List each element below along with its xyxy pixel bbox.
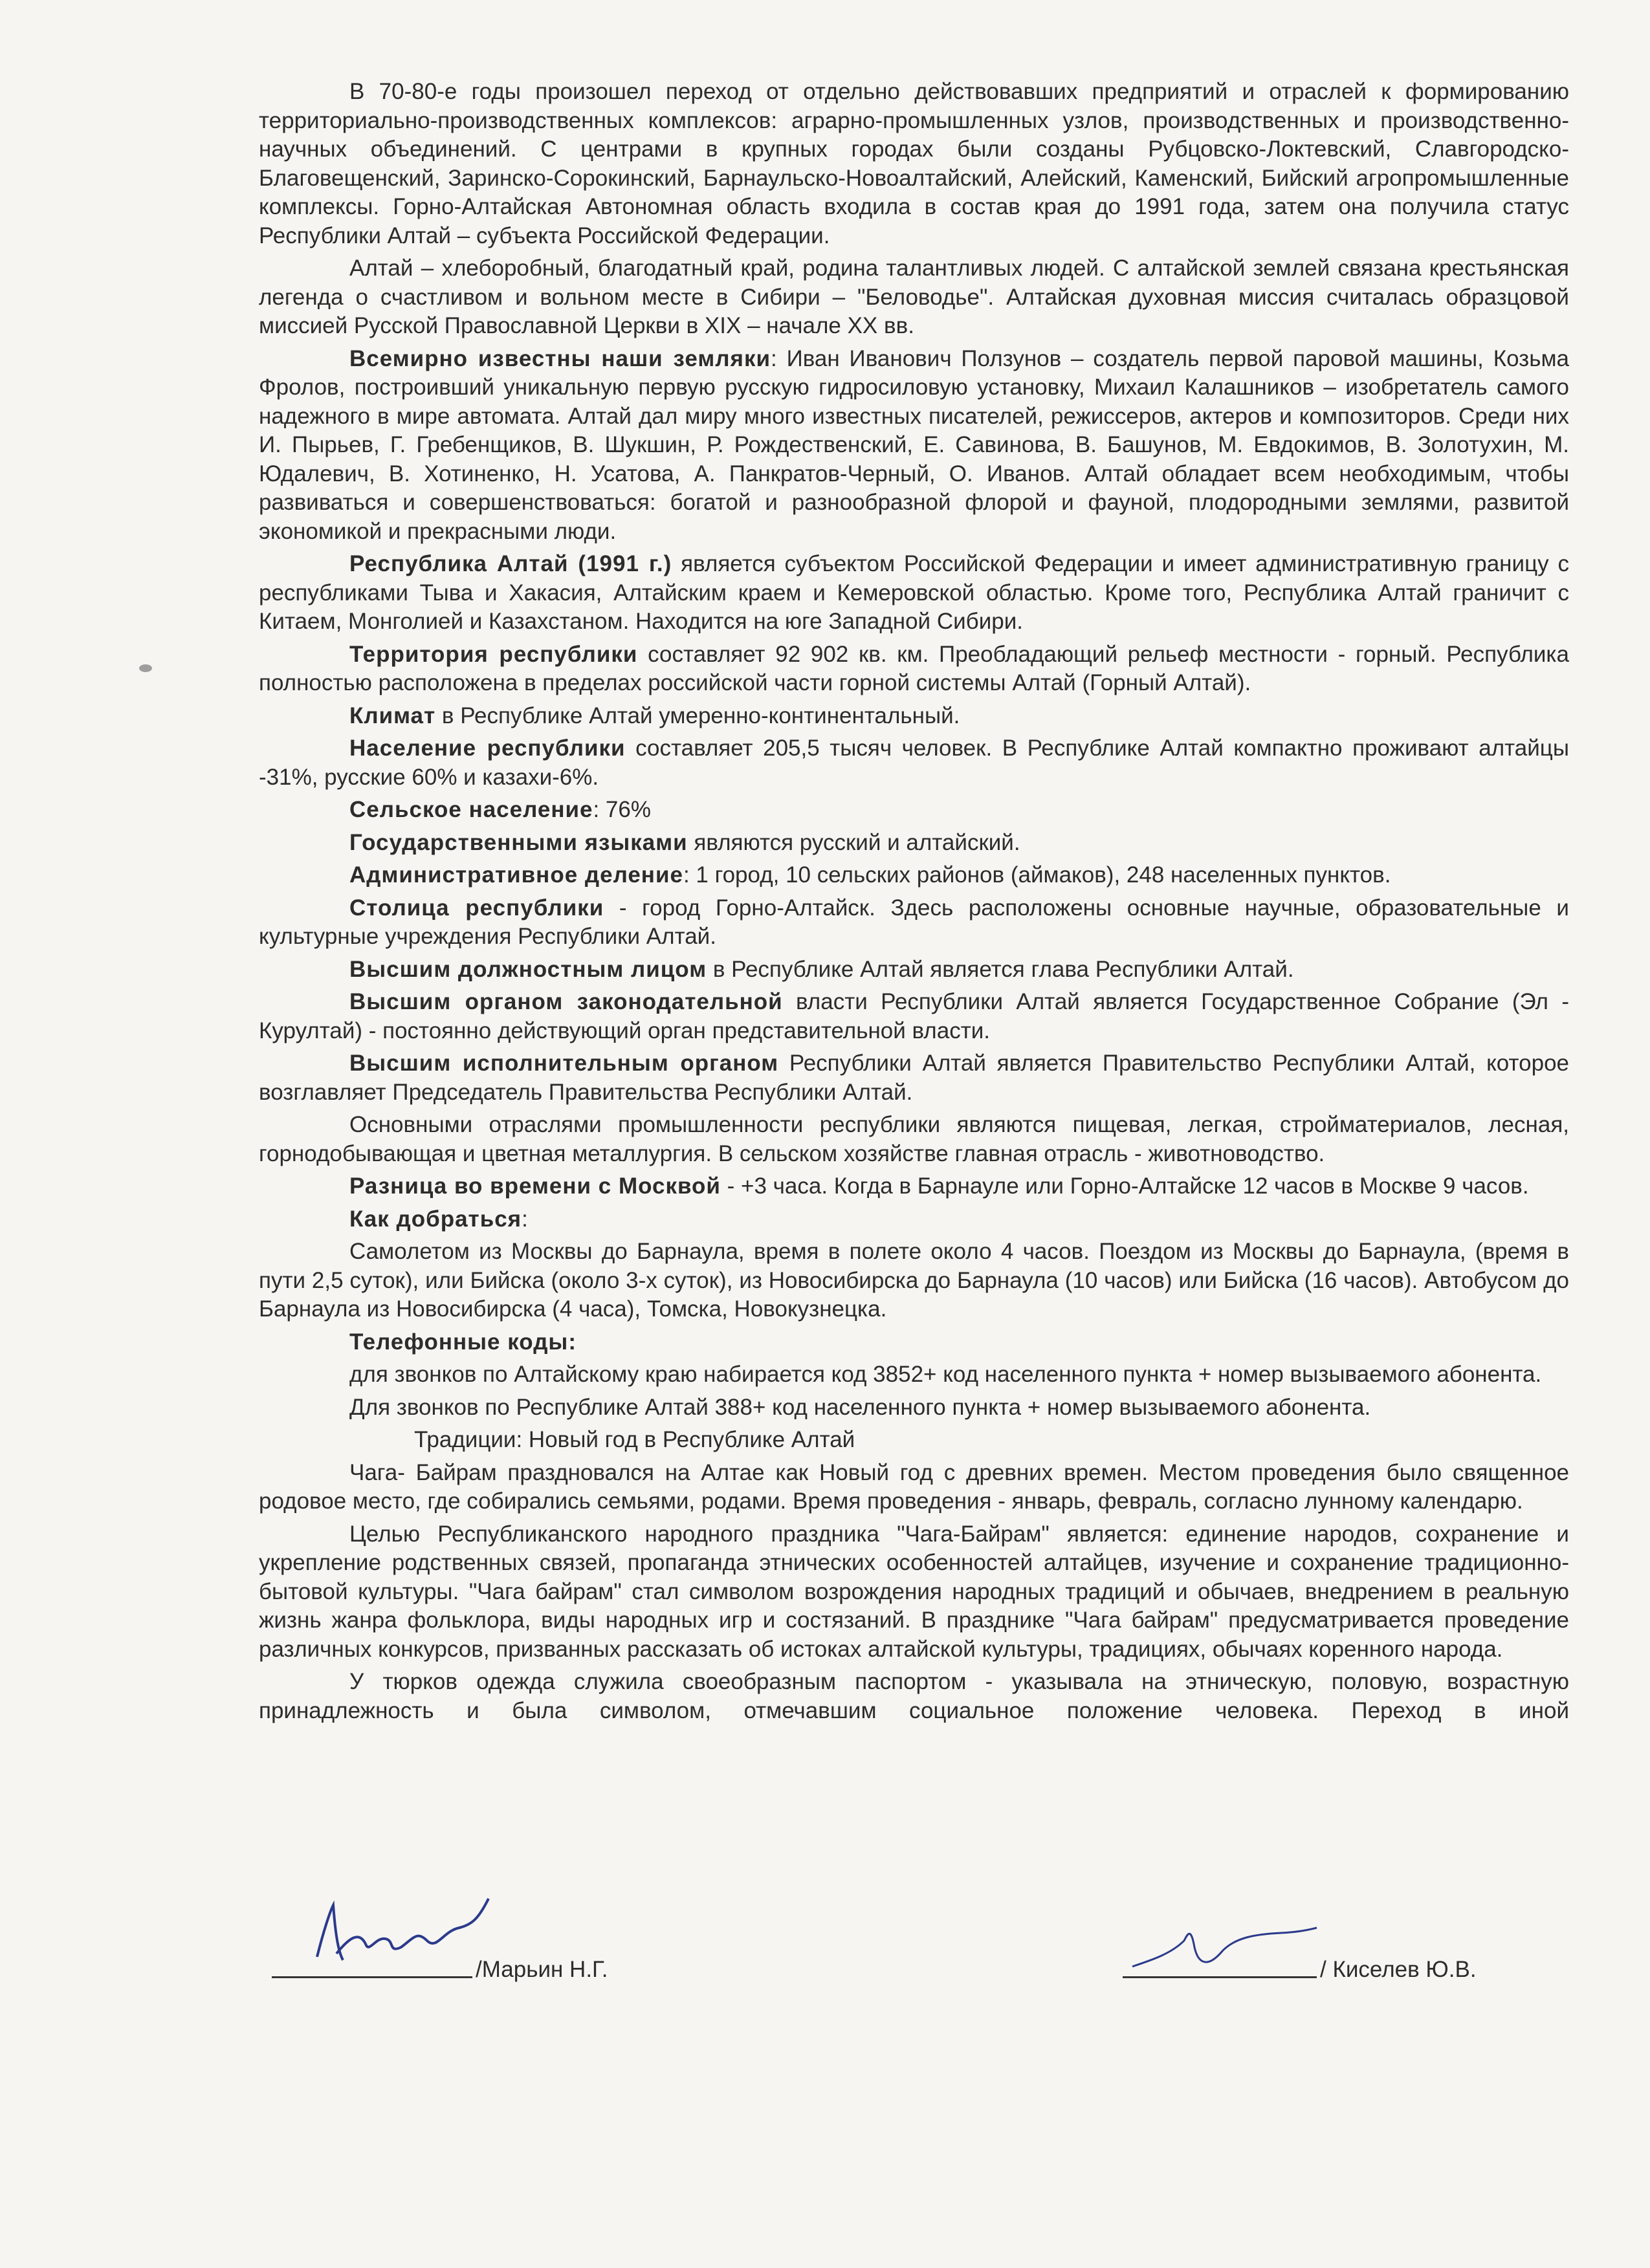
paragraph-text: : <box>522 1206 528 1232</box>
paragraph-population <box>259 734 1569 792</box>
paragraph-text: Республики Алтай является Правительство Республики Алтай, которое возглавляет Председатель Правительства Республики Алтай. <box>259 1051 1569 1105</box>
paragraph-legislature <box>259 988 1569 1045</box>
bold-lead: Республика Алтай (1991 г.) <box>349 551 672 576</box>
document-body <box>259 78 1569 1729</box>
paragraph-phone-republic: Для звонков по Республике Алтай 388+ код населенного пункта + номер вызываемого абонента. <box>349 1394 1371 1420</box>
bold-lead: Сельское население <box>349 797 593 822</box>
paragraph-capital <box>259 894 1569 952</box>
paragraph-text: в Республике Алтай умеренно-континентальный. <box>435 703 960 728</box>
paragraph-text: составляет 205,5 тысяч человек. В Республике Алтай компактно проживают алтайцы -31%, русские 60% и казахи-6%. <box>259 736 1569 790</box>
signature-right-name: / Киселев Ю.В. <box>1320 1957 1477 1982</box>
paragraph-phone-krai: для звонков по Алтайскому краю набирается код 3852+ код населенного пункта + номер вызываемого абонента. <box>349 1362 1542 1387</box>
paragraph-text: составляет 92 902 кв. км. Преобладающий рельеф местности - горный. Республика полностью расположена в пределах российской части горной системы Алтай (Горный Алтай). <box>259 641 1569 695</box>
paragraph-climate <box>259 702 1569 731</box>
bold-lead: Столица республики <box>349 895 604 921</box>
paragraph-executive <box>259 1049 1569 1107</box>
bold-lead: Высшим органом законодательной <box>349 989 783 1014</box>
paragraph-text: являются русский и алтайский. <box>687 829 1020 855</box>
paragraph-languages <box>259 829 1569 858</box>
paragraph-text: : 1 город, 10 сельских районов (аймаков), 248 населенных пунктов. <box>683 862 1391 888</box>
bold-lead: Административное деление <box>349 862 683 888</box>
paragraph-rural <box>259 796 1569 825</box>
paragraph-industry: Основными отраслями промышленности республики являются пищевая, легкая, стройматериалов, лесная, горнодобывающая и цветная металлургия. В сельском хозяйстве главная отрасль - животноводство. <box>259 1112 1569 1166</box>
bold-lead: Как добраться <box>349 1206 522 1232</box>
bold-lead: Всемирно известны наши земляки <box>349 345 771 371</box>
paragraph-text: власти Республики Алтай является Государственное Собрание (Эл - Курултай) - постоянно действующий орган представительной власти. <box>259 989 1569 1043</box>
paragraph-text: является субъектом Российской Федерации и имеет административную границу с республиками Тыва и Хакасия, Алтайским краем и Кемеровской областью. Кроме того, Республика Алтай граничит с Китаем, Монголией и Казахстаном. Находится на юге Западной Сибири. <box>259 551 1569 634</box>
paragraph-republic <box>259 550 1569 637</box>
bold-lead: Климат <box>349 703 436 728</box>
paragraph-transport: Самолетом из Москвы до Барнаула, время в полете около 4 часов. Поездом из Москвы до Барнаула, (время в пути 2,5 суток), или Бийска (около 3-х суток), из Новосибирска до Барнаула (10 часов) или Бийска (16 часов). Автобусом до Барнаула из Новосибирска (4 часа), Томска, Новокузнецка. <box>259 1239 1569 1322</box>
bold-lead: Территория республики <box>349 641 638 667</box>
paragraph-altai-land: Алтай – хлеборобный, благодатный край, родина талантливых людей. С алтайской землей связана крестьянская легенда о счастливом и вольном месте в Сибири – "Беловодье". Алтайская духовная миссия считалась образцовой миссией Русской Православной Церкви в XIX – начале XX вв. <box>259 256 1569 338</box>
paragraph-text: - город Горно-Алтайск. Здесь расположены основные научные, образовательные и культурные учреждения Республики Алтай. <box>259 895 1569 949</box>
paragraph-text: в Республике Алтай является глава Республики Алтай. <box>707 956 1294 982</box>
heading-phone-codes <box>259 1328 1569 1357</box>
paragraph-complexes: В 70-80-е годы произошел переход от отдельно действовавших предприятий и отраслей к формированию территориально-производственных комплексов: аграрно-промышленных узлов, производственных и производственно-научных объединений. С центрами в крупных городах были созданы Рубцовско-Локтевский, Славгородско-Благовещенский, Заринско-Сорокинский, Барнаульско-Новоалтайский, Алейский, Каменский, Бийский агропромышленные комплексы. Горно-Алтайская Автономная область входила в состав края до 1991 года, затем она получила статус Республики Алтай – субъекта Российской Федерации. <box>259 79 1569 248</box>
signature-right-line <box>1123 1976 1317 1978</box>
paragraph-admin-division <box>259 861 1569 890</box>
signature-left-icon <box>304 1892 498 1983</box>
bold-lead: Население республики <box>349 736 626 761</box>
heading-how-to-get <box>259 1205 1569 1234</box>
bold-lead: Высшим исполнительным органом <box>349 1051 779 1076</box>
bold-lead: Государственными языками <box>349 829 688 855</box>
scan-speck <box>139 664 152 672</box>
paragraph-territory <box>259 640 1569 698</box>
paragraph-text: - +3 часа. Когда в Барнауле или Горно-Алтайске 12 часов в Москве 9 часов. <box>720 1173 1529 1199</box>
paragraph-chaga-bayram: Чага- Байрам праздновался на Алтае как Новый год с древних времен. Местом проведения было священное родовое место, где собирались семьями, родами. Время проведения - январь, февраль, согласно лунному календарю. <box>259 1459 1569 1514</box>
paragraph-clothing: У тюрков одежда служила своеобразным паспортом - указывала на этническую, половую, возрастную принадлежность и была символом, отмечавшим социальное положение человека. Переход в иной <box>259 1669 1569 1723</box>
bold-lead: Телефонные коды: <box>349 1329 577 1355</box>
signature-left-name: /Марьин Н.Г. <box>476 1957 608 1982</box>
signature-left-line <box>272 1976 472 1978</box>
paragraph-festival-goals: Целью Республиканского народного праздника "Чага-Байрам" является: единение народов, сохранение и укрепление родственных связей, пропаганда этнических особенностей алтайцев, изучение и сохранение традиционно-бытовой культуры. "Чага байрам" стал символом возрождения народных традиций и обычаев, внедрением в реальную жизнь жанра фольклора, виды народных игр и состязаний. В празднике "Чага байрам" предусматривается проведение различных конкурсов, призванных рассказать об истоках алтайской культуры, традициях, обычаях коренного народа. <box>259 1521 1569 1662</box>
bold-lead: Высшим должностным лицом <box>349 956 707 982</box>
paragraph-head-official <box>259 955 1569 985</box>
paragraph-text: : Иван Иванович Ползунов – создатель первой паровой машины, Козьма Фролов, построивший уникальную первую русскую гидросиловую установку, Михаил Калашников – изобретатель самого надежного в мире автомата. Алтай дал миру много известных писателей, режиссеров, актеров и композиторов. Среди них И. Пырьев, Г. Гребенщиков, В. Шукшин, Р. Рождественский, Е. Савинова, В. Башунов, М. Евдокимов, В. Золотухин, М. Юдалевич, В. Хотиненко, Н. Усатова, А. Панкратов-Черный, О. Иванов. Алтай обладает всем необходимым, чтобы развиваться и совершенствоваться: богатой и разнообразной флорой и фауной, плодородными землями, развитой экономикой и прекрасными люди. <box>259 345 1569 544</box>
paragraph-text: : 76% <box>593 797 651 822</box>
paragraph-famous-people <box>259 345 1569 547</box>
signature-right-icon <box>1126 1915 1320 1986</box>
paragraph-time-difference <box>259 1172 1569 1201</box>
section-title-traditions: Традиции: Новый год в Республике Алтай <box>414 1427 855 1452</box>
bold-lead: Разница во времени с Москвой <box>349 1173 721 1199</box>
